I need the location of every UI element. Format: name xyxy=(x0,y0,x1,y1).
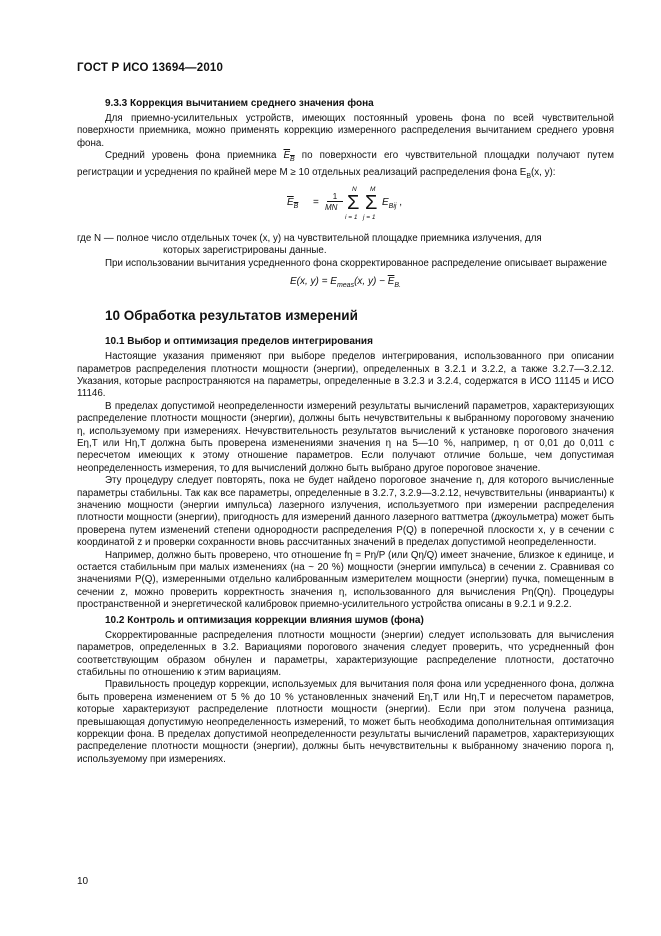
paragraph: Средний уровень фона приемника $E_B$ по поверхности его чувствительной площадки получают путем регистрации и усреднения по крайней мере M ≥ 10 отдельных реализаций распределения фона $E_B(x$, y): xyxy=(77,150,614,180)
mean-background-symbol: $E_B$ xyxy=(283,150,295,164)
paragraph-where-cont: которых зарегистрированы данные. xyxy=(163,245,327,257)
paragraph: В пределах допустимой неопределенности измерений результаты вычислений параметров, характеризующих распределение плотности мощности (энергии), должны быть нечувствительны к выбранному пороговому значению η, используемому при измерениях. Нечувствительность результатов вычислений к установке порогового значения Eη,T или Hη,T должна быть проверена изменениями значения η на 5—10 %, например, η от 0,01 до 0,011 с пересчетом имеющих к этому отношение параметров. Если получают отличие больше, чем допустимая неопределенность измерения, то для вычислений должно быть выбрано другое пороговое значение. xyxy=(77,400,614,474)
page-content xyxy=(77,97,614,766)
paragraph: Эту процедуру следует повторять, пока не будет найдено пороговое значение η, для которого вычисленные параметры стабильны. Так как все параметры, определенные в 3.2.7, 3.2.9—3.2.12, нечувствительны (инварианты) к значению мощности (энергии импульса) лазерного излучения, используетмого при измерении распределения плотности мощности (энергии), пригодность для измерений данного лазерного ваттметра (джоульметра) может быть проверена путем изменений степени однородности распределения P(Q) в поперечной плоскости x, y в сечении с координатой z и проверки сохранности вновь рассчитанных значений в пределах допустимой неопределенности. xyxy=(77,475,614,549)
section-10-title: 10 Обработка результатов измерений xyxy=(105,308,358,324)
page-number: 10 xyxy=(77,876,89,887)
paragraph: При использовании вычитания усредненного фона скорректированное распределение описывает выражение xyxy=(105,257,607,269)
section-10-1-title: 10.1 Выбор и оптимизация пределов интегрирования xyxy=(105,336,373,348)
formula-mean-background: $E_B$ = 1 MN N Σ i = 1 M Σ j = 1 $E_{Bij}$ , xyxy=(287,185,403,221)
standard-header: ГОСТ Р ИСО 13694—2010 xyxy=(77,62,224,74)
paragraph: Для приемно-усилительных устройств, имеющих постоянный уровень фона по всей чувствительной поверхности приемника, можно применять коррекцию измеренного распределения вычитанием среднего уровня фона. xyxy=(77,113,614,149)
paragraph: Правильность процедур коррекции, используемых для вычитания поля фона или усредненного фона, должна быть проверена изменением от 5 % до 10 % установленных значений Eη,T или Hη,T и пересчетом параметров, которые характеризуют распределение плотности мощности (энергии). Если при этом получена разница, превышающая допустимую неопределенность измерений, то может быть необходима дополнительная оптимизация коррекции фона. В пределах допустимой неопределенности результаты вычислений параметров, характеризующих распределение плотности мощности (энергии), должны быть нечувствительны к выбранному значению порога η, используемому при измерениях. xyxy=(77,679,614,765)
paragraph: Например, должно быть проверено, что отношение fη = Pη/P (или Qη/Q) имеет значение, близкое к единице, и остается стабильным при малых изменениях (на ~ 20 %) мощности (энергии импульса) в сечении z. Сравнивая со значениями P(Q), измеренными отдельно калиброванным измерителем мощности (энергии) пучка, помещенным в сечении z, можно проверить корректность значения η, использованного для вычисления Pη(Qη). Процедуры пространственной и энергетической калибровок приемно-усилительного устройства описаны в 9.2.1 и 9.2.2. xyxy=(77,549,614,611)
formula-corrected-distribution: E(x, $y) = E_{meas}(x$, $y) - \overline{E}_{B.}$ xyxy=(290,276,401,290)
section-10-2-title: 10.2 Контроль и оптимизация коррекции влияния шумов (фона) xyxy=(105,614,424,626)
section-9-3-3-title: 9.3.3 Коррекция вычитанием среднего значения фона xyxy=(105,98,374,109)
paragraph: Настоящие указания применяют при выборе пределов интегрирования, использованного при описании параметров распределения плотности мощности (энергии), определенных в 3.2.1 и 3.2.2, а также 3.2.7—3.2.12. Указания, которые распространяются на параметры, определенные в 3.2.3 и 3.2.4, содержатся в ИСО 11145 и ИСО 11146. xyxy=(77,351,614,400)
paragraph-where: где N — полное число отдельных точек (x, y) на чувствительной площадке приемника излучения, для xyxy=(77,232,542,244)
paragraph: Скорректированные распределения плотности мощности (энергии) следует использовать для вычисления параметров, определенных в 3.2. Вариациями порогового значения следует проверить, что усредненный фон соответствующим образом обнулен и параметры, характеризующие распределение плотности, достаточно стабильны по отношению к этим вариациям. xyxy=(77,629,614,678)
